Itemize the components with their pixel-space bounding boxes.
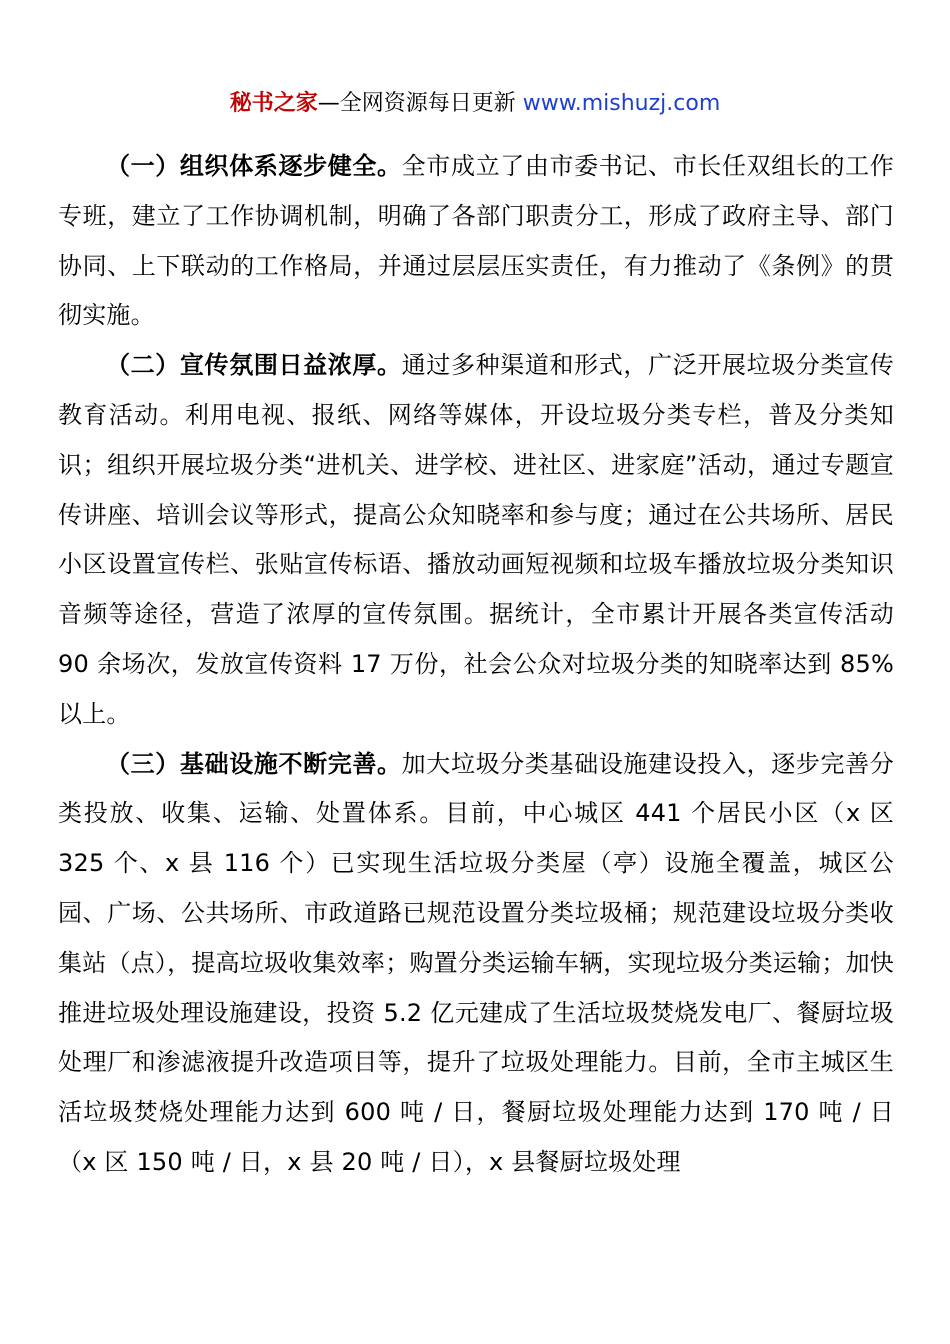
paragraph-text: 全市成立了由市委书记、市长任双组长的工作专班，建立了工作协调机制，明确了各部门职责分工，形成了政府主导、部门协同、上下联动的工作格局，并通过层层压实责任，有力推动了《条例》的贯彻实施。 [58,152,895,330]
paragraph-heading: （三）基础设施不断完善。 [106,749,402,778]
paragraph-organization [58,142,894,341]
paragraph-infrastructure [58,740,894,1188]
paragraph-publicity [58,341,894,739]
site-url-link[interactable]: www.mishuzj.com [522,91,721,116]
paragraph-heading: （二）宣传氛围日益浓厚。 [106,351,402,380]
paragraph-text: 通过多种渠道和形式，广泛开展垃圾分类宣传教育活动。利用电视、报纸、网络等媒体，开设垃圾分类专栏，普及分类知识；组织开展垃圾分类“进机关、进学校、进社区、进家庭”活动，通过专题宣传讲座、培训会议等形式，提高公众知晓率和参与度；通过在公共场所、居民小区设置宣传栏、张贴宣传标语、播放动画短视频和垃圾车播放垃圾分类知识音频等途径，营造了浓厚的宣传氛围。据统计，全市累计开展各类宣传活动 90 余场次，发放宣传资料 17 万份，社会公众对垃圾分类的知晓率达到 85%以上。 [58,351,895,728]
paragraph-text: 加大垃圾分类基础设施建设投入，逐步完善分类投放、收集、运输、处置体系。目前，中心城区 441 个居民小区（x 区 325 个、x 县 116 个）已实现生活垃圾分类屋（亭）设施全覆盖，城区公园、广场、公共场所、市政道路已规范设置分类垃圾桶；规范建设垃圾分类收集站（点），提高垃圾收集效率；购置分类运输车辆，实现垃圾分类运输；加快推进垃圾处理设施建设，投资 5.2 亿元建成了生活垃圾焚烧发电厂、餐厨垃圾处理厂和渗滤液提升改造项目等，提升了垃圾处理能力。目前，全市主城区生活垃圾焚烧处理能力达到 600 吨 / 日，餐厨垃圾处理能力达到 170 吨 / 日（x 区 150 吨 / 日，x 县 20 吨 / 日），x 县餐厨垃圾处理 [58,749,895,1176]
paragraph-heading: （一）组织体系逐步健全。 [106,152,402,180]
header-slogan: —全网资源每日更新 [317,91,523,116]
brand-name: 秘书之家 [229,91,318,116]
site-header [0,86,950,122]
document-body [58,142,894,1188]
